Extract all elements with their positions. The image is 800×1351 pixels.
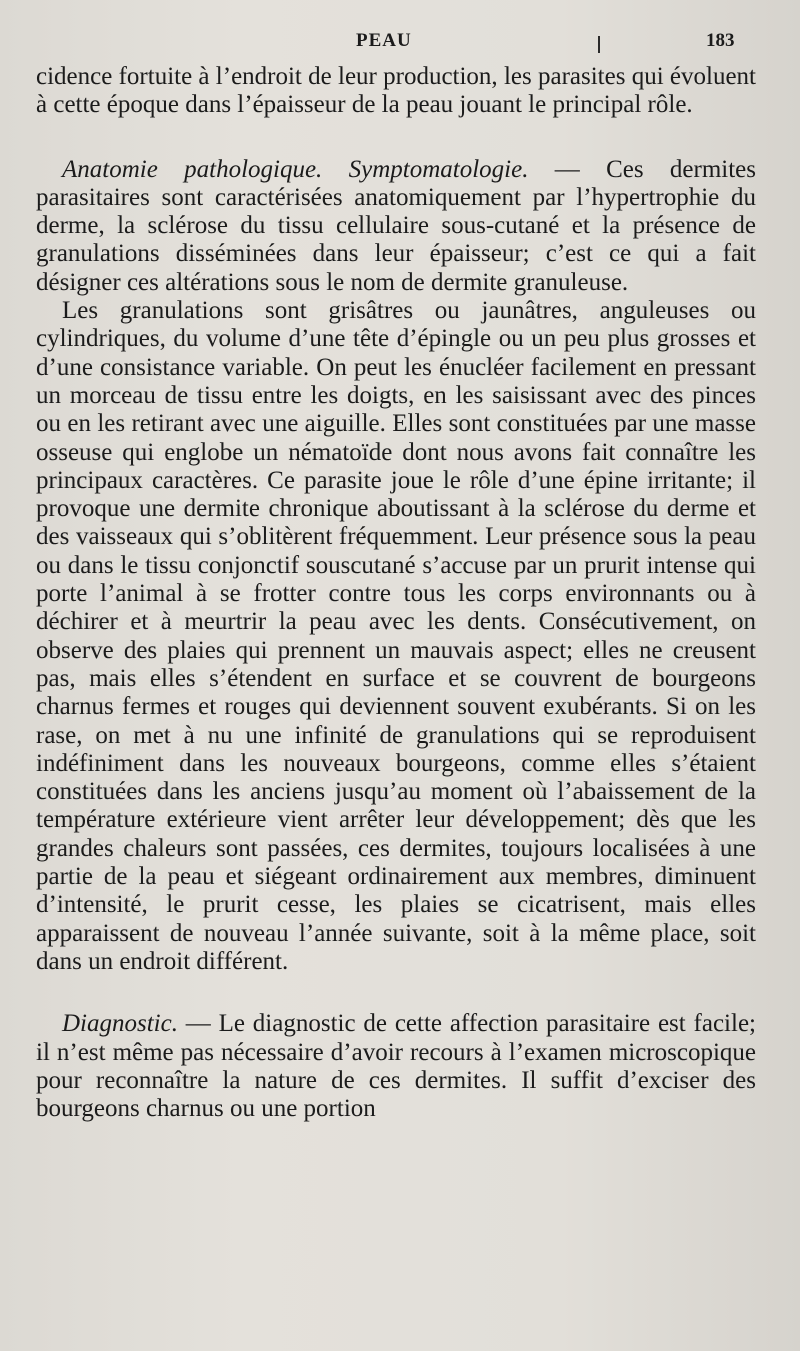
- paragraph-granulations: Les granulations sont grisâtres ou jaunâtres, anguleuses ou cylindriques, du volume d’une tête d’épingle ou un peu plus grosses et d’une consistance variable. On peut les énucléer facilement en pressant un morceau de tissu entre les doigts, en les saisissant avec des pinces ou en les retirant avec une aiguille. Elles sont constituées par une masse osseuse qui englobe un nématoïde dont nous avons fait connaître les principaux caractères. Ce parasite joue le rôle d’une épine irritante; il provoque une dermite chronique aboutissant à la sclérose du derme et des vaisseaux qui s’oblitèrent fréquemment. Leur présence sous la peau ou dans le tissu conjonctif souscutané s’accuse par un prurit intense qui porte l’animal à se frotter contre tous les corps environnants ou à déchirer et à meurtrir la peau avec les dents. Consécutivement, on observe des plaies qui prennent un mauvais aspect; elles ne creusent pas, mais elles s’étendent en surface et se couvrent de bourgeons charnus fermes et rouges qui deviennent souvent exubérants. Si on les rase, on met à nu une infinité de granulations qui se reproduisent indéfiniment dans les nouveaux bourgeons, comme elles s’étaient constituées dans les anciens jusqu’au moment où l’abaissement de la température extérieure vient arrêter leur développement; dès que les grandes chaleurs sont passées, ces dermites, toujours localisées à une partie de la peau et siégeant ordinairement aux membres, diminuent d’intensité, le prurit cesse, les plaies se cicatrisent, mais elles apparaissent de nouveau l’année suivante, soit à la même place, soit dans un endroit différent.: [36, 297, 756, 975]
- paragraph-diagnostic-text: — Le diagnostic de cette affection parasitaire est facile; il n’est même pas nécessaire d’avoir recours à l’examen microscopique pour reconnaître la nature de ces dermites. Il suffit d’exciser des bourgeons charnus ou une portion: [36, 1010, 756, 1123]
- paragraph-anatomie-text: — Ces dermites parasitaires sont caractérisées anatomiquement par l’hypertrophie du derme, la sclérose du tissu cellulaire sous-cutané et la présence de granulations disséminées dans leur épaisseur; c’est ce qui a fait désigner ces altérations sous le nom de dermite granuleuse.: [36, 155, 756, 296]
- paragraph-diagnostic: [36, 1010, 756, 1123]
- body-text: [36, 63, 756, 1123]
- running-head: PEAU: [356, 30, 412, 51]
- header-rule: [598, 36, 600, 53]
- page-number: 183: [706, 30, 735, 51]
- section-heading-anatomie: Anatomie pathologique. Symptomatologie.: [62, 155, 529, 183]
- section-heading-diagnostic: Diagnostic.: [62, 1010, 178, 1038]
- page-header: [0, 30, 800, 58]
- paragraph-continuation: cidence fortuite à l’endroit de leur production, les parasites qui évoluent à cette époque dans l’épaisseur de la peau jouant le principal rôle.: [36, 63, 756, 119]
- paragraph-anatomie: [36, 156, 756, 297]
